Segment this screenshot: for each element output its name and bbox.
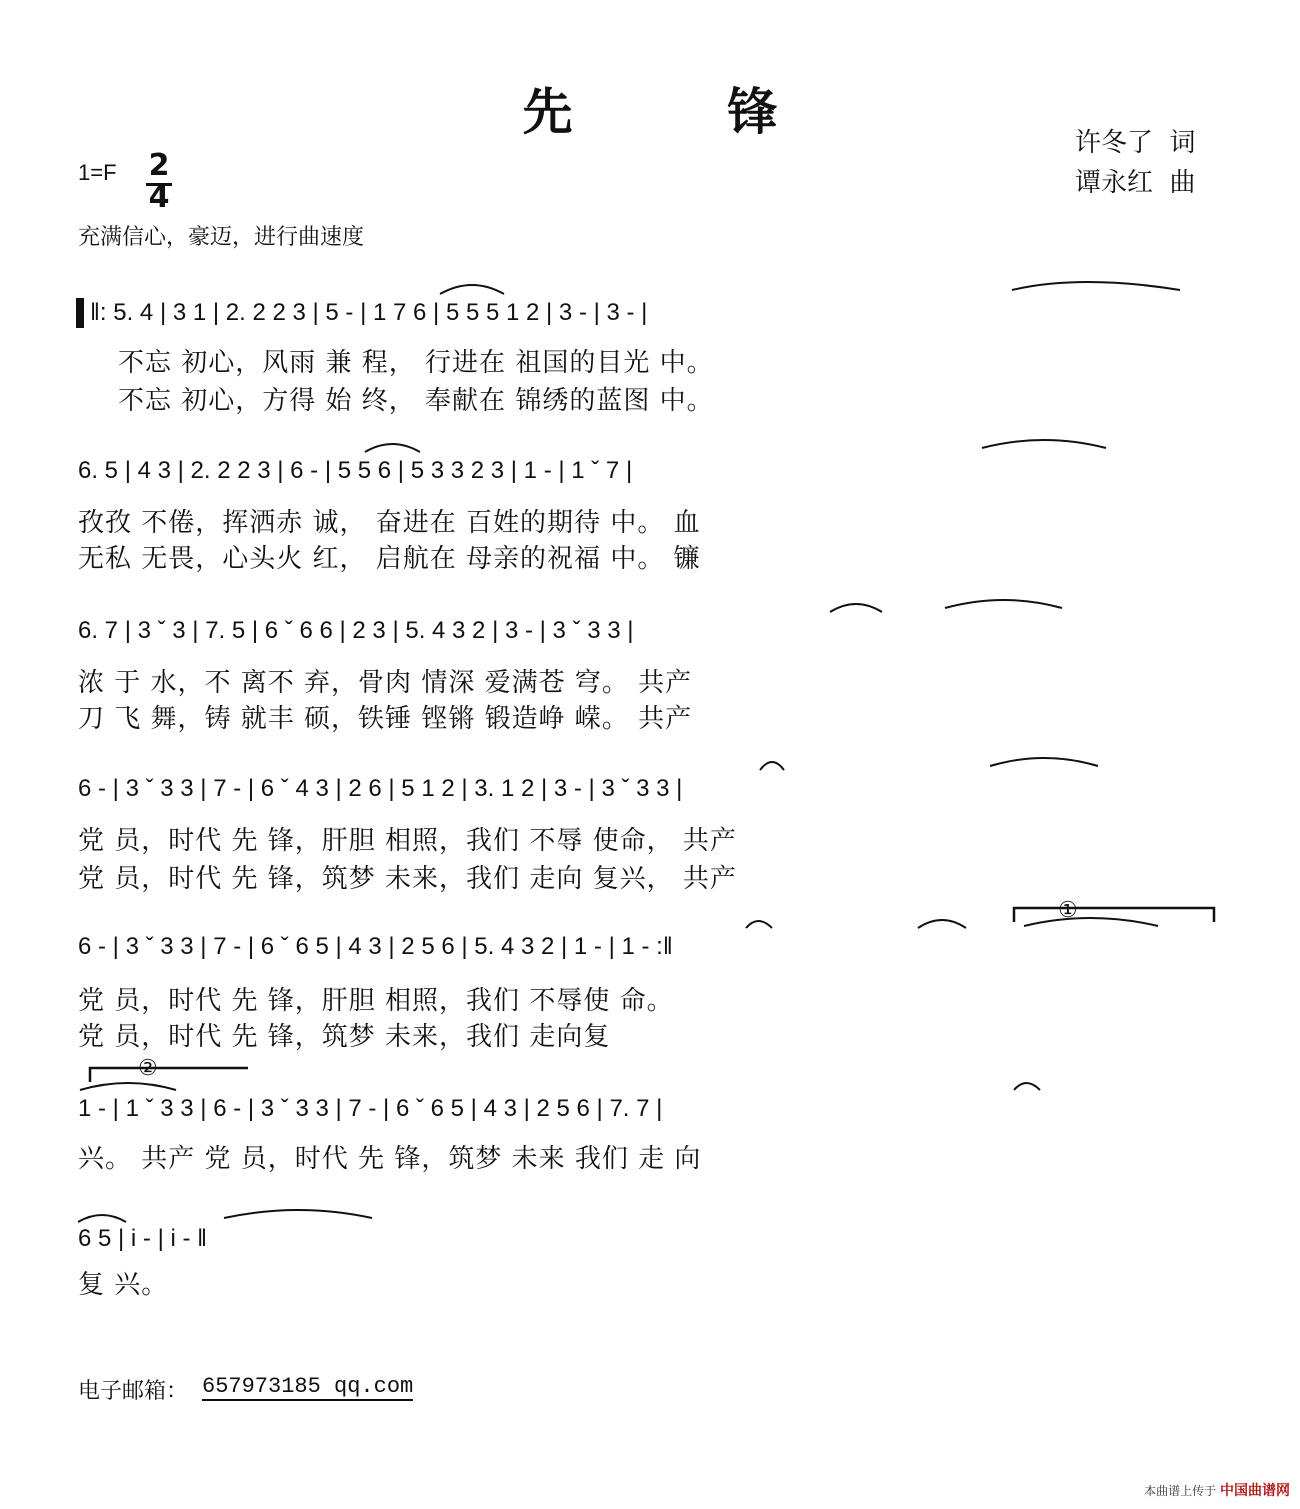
repeat-start-barline [76, 298, 84, 328]
score-line-4-notes: 6 - | 3 ˇ 3 3 | 7 - | 6 ˇ 4 3 | 2 6 | 5 1 2 | 3. 1 2 | 3 - | 3 ˇ 3 3 | [78, 775, 683, 802]
time-signature-top: 2 [148, 148, 170, 183]
score-line-1-notes: ‖: 5. 4 | 3 1 | 2. 2 2 3 | 5 - | 1 7 6 | 5 5 5 1 2 | 3 - | 3 - | [90, 299, 648, 326]
time-signature-bottom: 4 [148, 180, 170, 215]
lyrics-verse-2-line-4: 党 员，时代 先 锋，筑梦 未来，我们 走向 复兴， 共产 [78, 864, 737, 894]
email-label: 电子邮箱： [78, 1379, 189, 1404]
footer-site-logo[interactable]: 中国曲谱网 [1220, 1483, 1290, 1499]
song-title: 先 锋 [522, 83, 818, 141]
score-line-3-notes: 6. 7 | 3 ˇ 3 | 7. 5 | 6 ˇ 6 6 | 2 3 | 5. 4 3 2 | 3 - | 3 ˇ 3 3 | [78, 617, 634, 644]
lyrics-line-6: 兴。 共产 党 员，时代 先 锋，筑梦 未来 我们 走 向 [78, 1144, 702, 1174]
score-line-2-notes: 6. 5 | 4 3 | 2. 2 2 3 | 6 - | 5 5 6 | 5 3 3 2 3 | 1 - | 1 ˇ 7 | [78, 457, 633, 484]
lyrics-verse-1-line-2: 孜孜 不倦，挥洒赤 诚， 奋进在 百姓的期待 中。 血 [78, 508, 701, 538]
footer-text: 本曲谱上传于 [1144, 1484, 1217, 1498]
lyrics-verse-2-line-1: 不忘 初心，方得 始 终， 奉献在 锦绣的蓝图 中。 [118, 386, 714, 416]
lyrics-verse-2-line-2: 无私 无畏，心头火 红， 启航在 母亲的祝福 中。 镰 [78, 544, 701, 574]
email-address: 657973185 qq.com [202, 1374, 414, 1399]
site-footer [1144, 1480, 1290, 1500]
lyrics-verse-1-line-1: 不忘 初心，风雨 兼 程， 行进在 祖国的目光 中。 [118, 348, 714, 378]
lyrics-line-7: 复 兴。 [78, 1270, 169, 1300]
slur-mark [440, 285, 504, 294]
score-line-1 [0, 298, 1300, 458]
composer-credit: 谭永红 曲 [1075, 168, 1196, 198]
tempo-marking: 充满信心，豪迈，进行曲速度 [78, 225, 365, 250]
lyrics-verse-1-line-5: 党 员，时代 先 锋，肝胆 相照，我们 不辱使 命。 [78, 986, 674, 1016]
score-line-4 [0, 774, 1300, 934]
lyrics-verse-2-line-5: 党 员，时代 先 锋，筑梦 未来，我们 走向复 [78, 1022, 611, 1052]
score-line-7-notes: 6 5 | i - | i - ‖ [78, 1225, 208, 1252]
score-line-7 [0, 1224, 1300, 1384]
lyrics-verse-1-line-4: 党 员，时代 先 锋，肝胆 相照，我们 不辱 使命， 共产 [78, 826, 737, 856]
lyrics-verse-2-line-3: 刀 飞 舞，铸 就丰 硕，铁锤 铿锵 锻造峥 嵘。 共产 [78, 704, 693, 734]
lyricist-credit: 许冬了 词 [1075, 128, 1196, 158]
tie-mark [1012, 282, 1180, 290]
score-line-2 [0, 456, 1300, 616]
score-line-6-notes: 1 - | 1 ˇ 3 3 | 6 - | 3 ˇ 3 3 | 7 - | 6 ˇ 6 5 | 4 3 | 2 5 6 | 7. 7 | [78, 1095, 663, 1122]
score-line-3 [0, 616, 1300, 776]
second-ending-marker: ② [138, 1056, 158, 1081]
score-line-5-notes: 6 - | 3 ˇ 3 3 | 7 - | 6 ˇ 6 5 | 4 3 | 2 5 6 | 5. 4 3 2 | 1 - | 1 - :‖ [78, 933, 673, 960]
first-ending-marker: ① [1058, 898, 1078, 923]
score-line-5 [0, 898, 1300, 1092]
lyrics-verse-1-line-3: 浓 于 水，不 离不 弃，骨肉 情深 爱满苍 穹。 共产 [78, 668, 693, 698]
key-signature: 1=F [78, 160, 117, 185]
